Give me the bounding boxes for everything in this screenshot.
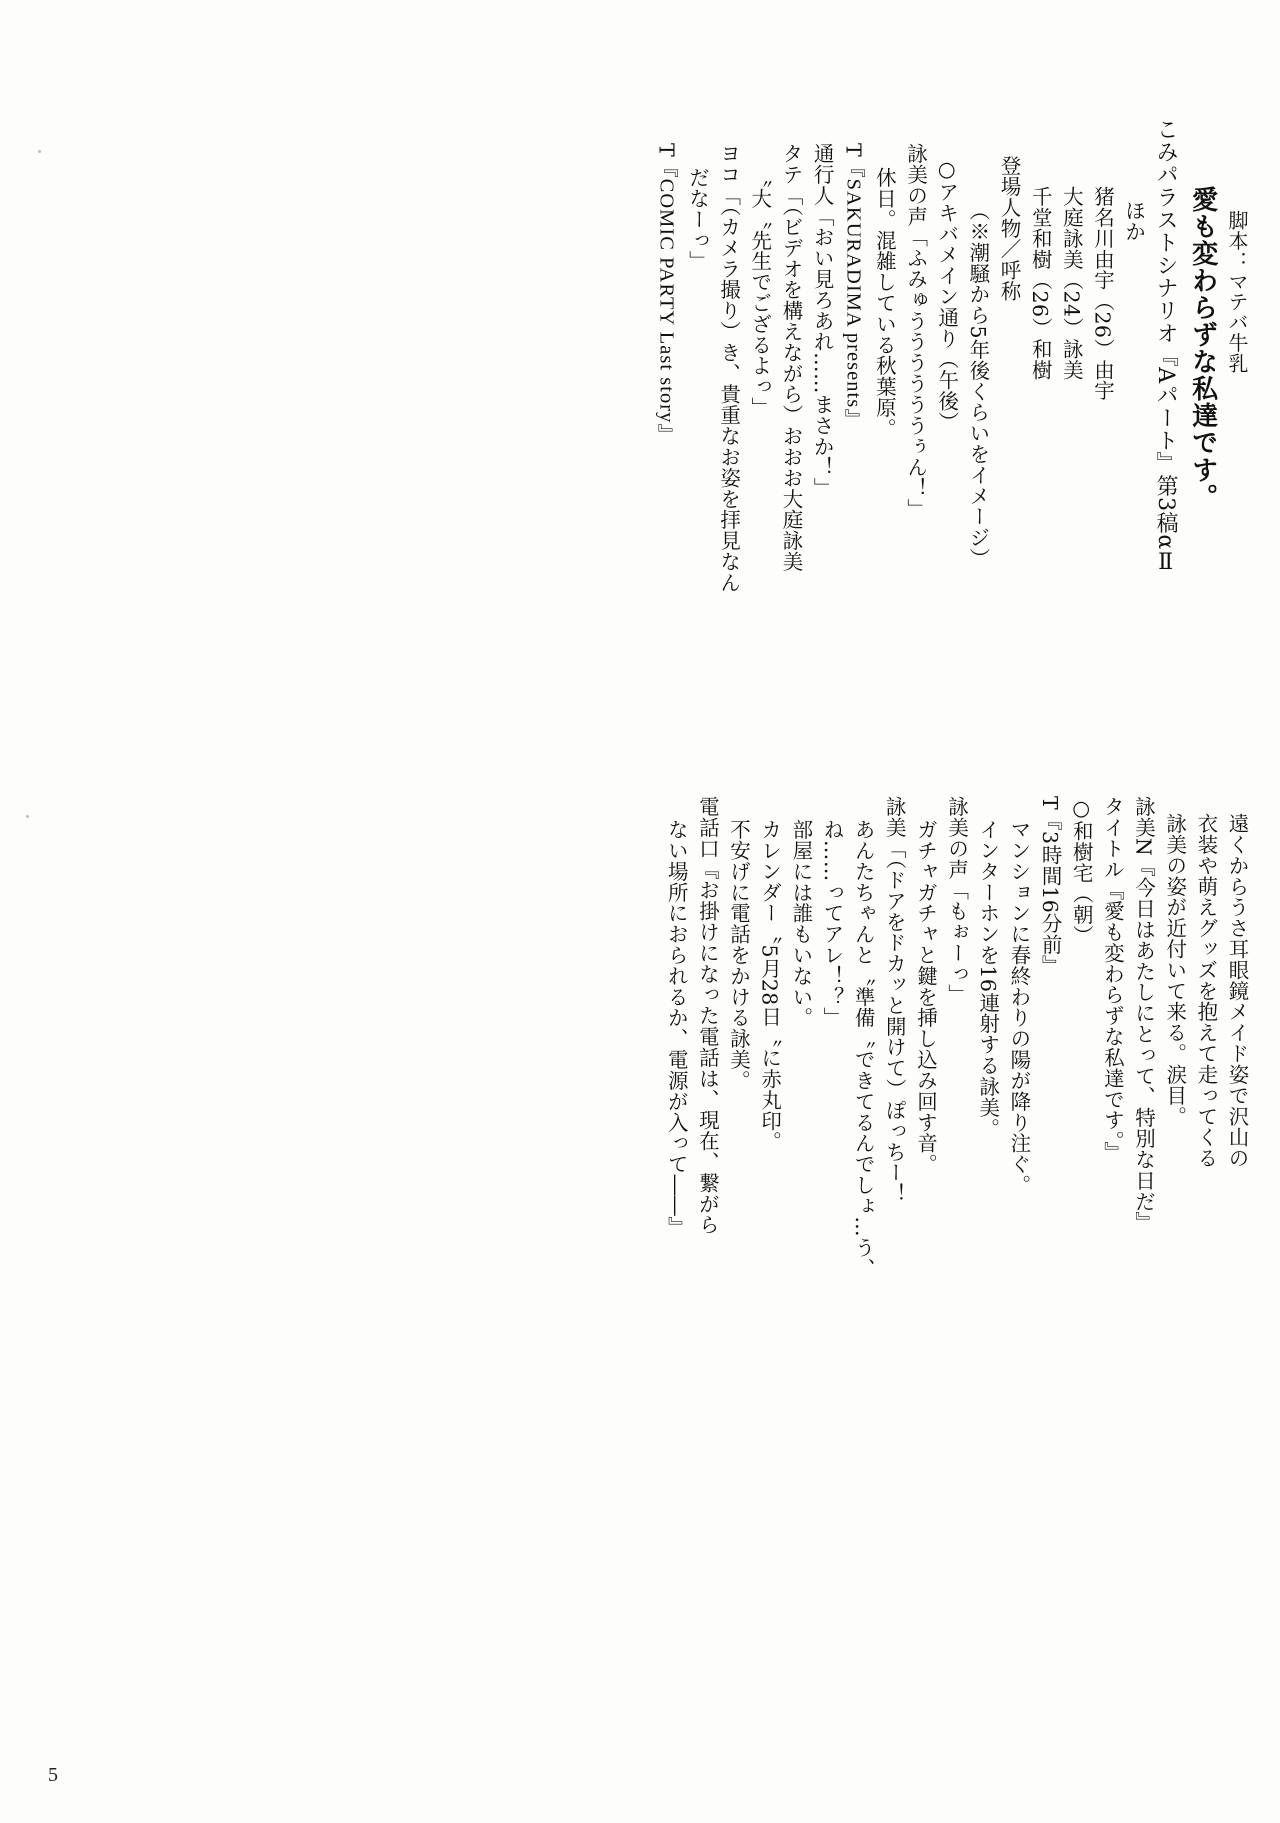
dialogue: 『COMIC PARTY Last story』 [655,156,678,445]
bottom-text-block [552,790,1252,1430]
scene2-line-4 [1096,790,1127,1430]
scene1-line-5: 〝大〝先生でござるよっ」 [747,167,772,419]
scene2-heading [1065,790,1096,1430]
scene1-title: アキバメイン通り（午後） [934,181,959,433]
scene2-line-6: マンションに春終わりの陽が降り注ぐ。 [1006,818,1031,1196]
dialogue: 『SAKURADIMA presents』 [842,156,865,430]
scene2-line-11: あんたちゃんと〝準備〝できてるんでしょ…う、 [851,818,876,1279]
cast-entry-kazuki: 千堂和樹（26）和樹 [1028,185,1053,380]
speaker: ヨコ [716,142,741,185]
speaker: 詠美 [882,796,907,838]
scene2-line-0: 遠くからうさ耳眼鏡メイド姿で沢山の [1225,812,1249,1169]
scene2-title: 和樹宅（朝） [1069,820,1094,947]
speaker: 電話口 [695,796,720,859]
scan-speck [38,150,41,153]
speaker: T [654,142,679,157]
scene1-marker: ○ [934,156,959,182]
speaker: 詠美N [1131,796,1156,857]
script-title: 愛も変わらずな私達です。 [1187,185,1218,511]
speaker: 通行人 [810,142,835,206]
scene1-line-6 [712,118,743,738]
page-number: 5 [48,1764,58,1786]
cast-heading: 登場人物／呼称 [997,154,1022,302]
scene2-line-13: 部屋には誰もいない。 [788,818,813,1028]
scene1-line-2 [837,118,868,738]
scene2-line-15: 不安げに電話をかける詠美。 [726,818,751,1091]
scene2-line-12: ね……ってアレ！？」 [819,818,844,1028]
speaker: 詠美の声 [944,796,969,880]
dialogue: 「（ドアをドカッと開けて）ぽっちー！ [882,837,907,1205]
scene2-line-17: ない場所におられるか、電源が入って――』 [664,818,689,1237]
dialogue: 「（ビデオを構えながら）おおお大庭詠美 [778,184,803,572]
scene2-line-3 [1127,790,1158,1430]
cast-entry-extra: ほか [1121,200,1146,242]
scene1-heading [931,118,962,738]
scene1-line-3 [806,118,837,738]
cast-entry-emi: 大庭詠美（24）詠美 [1059,185,1084,380]
scene2-line-9: ガチャガチャと鍵を挿し込み回す音。 [913,818,938,1175]
scene2-line-5 [1034,790,1065,1430]
scene1-line-1: 休日。混雑している秋葉原。 [872,167,897,440]
dialogue: 「ふみゅううううううぅん！」 [903,226,928,519]
top-text-block [654,118,1252,738]
cast-note: （※潮騒から5年後くらいをイメージ） [965,200,990,569]
dialogue: 『お掛けになった電話は、現在、繋がら [695,858,720,1236]
dialogue: 「もぉーっ」 [944,879,969,1006]
scene1-line-8 [650,118,681,738]
scene1-line-7: だなーっ」 [685,167,710,272]
scene1-line-0 [899,118,930,738]
scene2-line-1: 衣装や萌えグッズを抱えて走ってくる [1193,812,1218,1169]
scene1-line-4 [775,118,806,738]
scene2-line-7: インターホンを16連射する詠美。 [975,818,1000,1139]
scene2-line-14: カレンダー〝5月28日〝に赤丸印。 [757,818,782,1152]
speaker: T [841,142,866,157]
speaker: タテ [778,142,803,185]
cast-entry-yuu: 猪名川由宇（26）由宇 [1090,185,1115,401]
dialogue: 『今日はあたしにとって、特別な日だ』 [1131,856,1156,1233]
script-credit: 脚本：マテバ牛乳 [1225,210,1249,374]
dialogue: 「おい見ろあれ……まさか！」 [810,205,835,499]
scene2-line-10 [878,790,909,1430]
speaker: T [1038,796,1063,811]
speaker: タイトル [1100,796,1125,880]
script-series-line: こみパラストシナリオ『Aパート』第3稿αⅡ [1153,118,1179,576]
speaker: 詠美の声 [903,142,928,227]
scan-speck [26,815,29,818]
scene2-marker: ○ [1069,796,1094,821]
scene2-line-8 [940,790,971,1430]
scene2-line-2: 詠美の姿が近付いて来る。涙目。 [1162,812,1187,1127]
scene2-line-16 [691,790,722,1430]
dialogue: 「（カメラ撮り）き、貴重なお姿を拝見なん [716,184,741,593]
dialogue: 『愛も変わらずな私達です。』 [1100,879,1125,1163]
dialogue: 『3時間16分前』 [1038,810,1063,977]
